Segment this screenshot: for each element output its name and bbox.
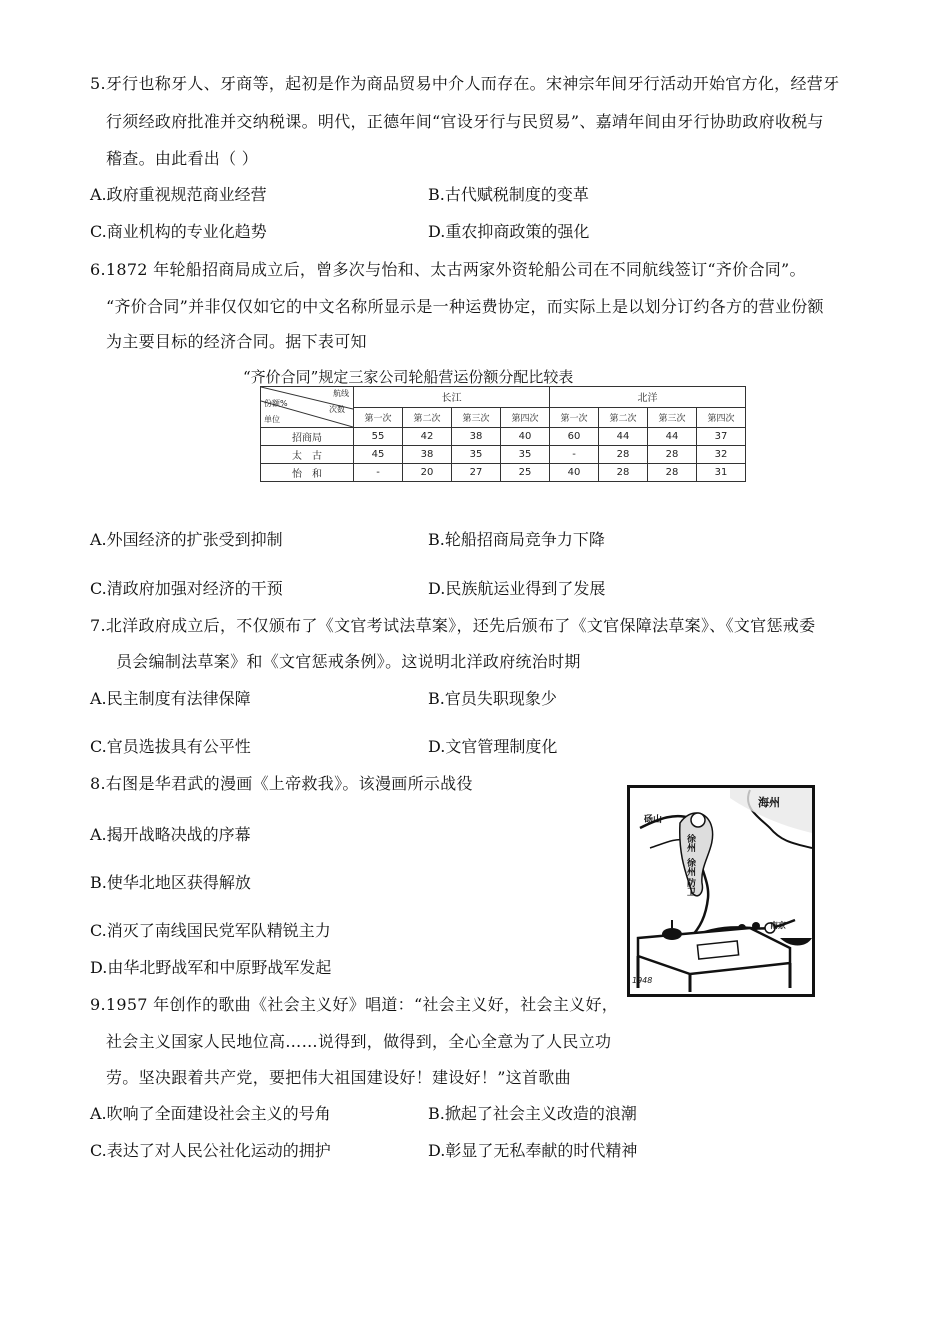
map-label-xuzhou-2: 徐州	[685, 858, 695, 876]
map-label-haizhou: 海州	[758, 796, 780, 809]
corner-unit-label: 单位	[264, 415, 280, 424]
table-cell: 44	[599, 428, 648, 446]
cartoon-god-save-me	[627, 785, 815, 997]
q7-option-c[interactable]: C.官员选拔具有公平性	[90, 737, 251, 756]
q8-option-c[interactable]: C.消灭了南线国民党军队精锐主力	[90, 921, 331, 940]
table-cell: 45	[354, 446, 403, 464]
q6-stem-line-1: 6.1872 年轮船招商局成立后，曾多次与怡和、太古两家外资轮船公司在不同航线签订“齐价合同”。	[90, 260, 806, 279]
times-header: 第四次	[501, 407, 550, 428]
table-cell: 38	[452, 428, 501, 446]
times-header: 第三次	[452, 407, 501, 428]
q6-table-caption: “齐价合同”规定三家公司轮船营运份额分配比较表	[243, 368, 574, 386]
corner-times-label: 次数	[329, 405, 345, 414]
q7-stem-line-2: 员会编制法草案》和《文官惩戒条例》。这说明北洋政府统治时期	[116, 652, 581, 671]
table-cell: 20	[403, 464, 452, 482]
table-cell: 32	[697, 446, 746, 464]
map-label-fenwei: 防卫	[685, 878, 695, 896]
q6-stem-line-3: 为主要目标的经济合同。据下表可知	[106, 332, 367, 351]
times-header: 第一次	[550, 407, 599, 428]
q7-option-a[interactable]: A.民主制度有法律保障	[90, 689, 251, 708]
q5-stem-line-2: 行须经政府批准并交纳税课。明代，正德年间“官设牙行与民贸易”、嘉靖年间由牙行协助政府收税与	[106, 112, 824, 131]
q5-stem-line-3: 稽查。由此看出（ ）	[106, 149, 259, 168]
q6-option-b[interactable]: B.轮船招商局竞争力下降	[428, 530, 605, 549]
table-cell: 28	[599, 464, 648, 482]
q7-option-b[interactable]: B.官员失职现象少	[428, 689, 557, 708]
table-corner-cell	[261, 387, 354, 428]
route-header-changjiang: 长江	[354, 387, 550, 408]
q5-stem-line-1: 5.牙行也称牙人、牙商等，起初是作为商品贸易中介人而存在。宋神宗年间牙行活动开始官方化，经营牙	[90, 74, 840, 93]
table-cell: 40	[501, 428, 550, 446]
table-cell: 25	[501, 464, 550, 482]
table-cell: 35	[452, 446, 501, 464]
table-cell: 28	[599, 446, 648, 464]
corner-share-label: 份额%	[264, 399, 288, 408]
table-cell: 27	[452, 464, 501, 482]
corner-route-label: 航线	[333, 389, 349, 398]
table-cell: 40	[550, 464, 599, 482]
map-label-xuzhou-1: 徐州	[685, 834, 695, 852]
q9-option-b[interactable]: B.掀起了社会主义改造的浪潮	[428, 1104, 637, 1123]
q7-option-d[interactable]: D.文官管理制度化	[428, 737, 558, 756]
q8-option-b[interactable]: B.使华北地区获得解放	[90, 873, 251, 892]
row-label: 怡 和	[261, 464, 354, 482]
table-row	[261, 464, 746, 482]
table-cell: 37	[697, 428, 746, 446]
table-cell: 44	[648, 428, 697, 446]
table-cell: -	[354, 464, 403, 482]
q5-option-c[interactable]: C.商业机构的专业化趋势	[90, 222, 267, 241]
q9-option-c[interactable]: C.表达了对人民公社化运动的拥护	[90, 1141, 331, 1160]
q6-stem-line-2: “齐价合同”并非仅仅如它的中文名称所显示是一种运费协定，而实际上是以划分订约各方的营业份额	[106, 297, 824, 316]
table-cell: -	[550, 446, 599, 464]
table-row	[261, 428, 746, 446]
q5-option-b[interactable]: B.古代赋税制度的变革	[428, 185, 589, 204]
q6-option-c[interactable]: C.清政府加强对经济的干预	[90, 579, 283, 598]
q9-stem-line-1: 9.1957 年创作的歌曲《社会主义好》唱道：“社会主义好，社会主义好，	[90, 995, 619, 1014]
q9-option-d[interactable]: D.彰显了无私奉献的时代精神	[428, 1141, 638, 1160]
table-cell: 60	[550, 428, 599, 446]
q7-stem-line-1: 7.北洋政府成立后，不仅颁布了《文官考试法草案》，还先后颁布了《文官保障法草案》、《文官惩戒委	[90, 616, 816, 635]
q6-option-d[interactable]: D.民族航运业得到了发展	[428, 579, 606, 598]
route-header-beiyang: 北洋	[550, 387, 746, 408]
table-cell: 42	[403, 428, 452, 446]
table-cell: 28	[648, 464, 697, 482]
times-header: 第四次	[697, 407, 746, 428]
q9-option-a[interactable]: A.吹响了全面建设社会主义的号角	[90, 1104, 331, 1123]
q8-option-a[interactable]: A.揭开战略决战的序幕	[90, 825, 251, 844]
table-cell: 28	[648, 446, 697, 464]
table-row	[261, 446, 746, 464]
table-cell: 55	[354, 428, 403, 446]
q6-option-a[interactable]: A.外国经济的扩张受到抑制	[90, 530, 283, 549]
table-cell: 31	[697, 464, 746, 482]
times-header: 第一次	[354, 407, 403, 428]
q5-option-d[interactable]: D.重农抑商政策的强化	[428, 222, 590, 241]
q6-share-table	[260, 386, 746, 482]
q9-stem-line-2: 社会主义国家人民地位高……说得到，做得到，全心全意为了人民立功	[106, 1032, 612, 1051]
table-cell: 38	[403, 446, 452, 464]
cartoon-year: 1948	[632, 976, 653, 985]
q8-option-d[interactable]: D.由华北野战军和中原野战军发起	[90, 958, 332, 977]
row-label: 太 古	[261, 446, 354, 464]
table-cell: 35	[501, 446, 550, 464]
map-label-nanjing: 南京	[770, 921, 786, 930]
q8-stem-line-1: 8.右图是华君武的漫画《上帝救我》。该漫画所示战役	[90, 774, 473, 793]
row-label: 招商局	[261, 428, 354, 446]
map-label-dangshan: 砀山	[644, 815, 663, 825]
q5-option-a[interactable]: A.政府重视规范商业经营	[90, 185, 267, 204]
times-header: 第三次	[648, 407, 697, 428]
q9-stem-line-3: 劳。坚决跟着共产党，要把伟大祖国建设好！建设好！”这首歌曲	[106, 1068, 571, 1087]
times-header: 第二次	[599, 407, 648, 428]
times-header: 第二次	[403, 407, 452, 428]
